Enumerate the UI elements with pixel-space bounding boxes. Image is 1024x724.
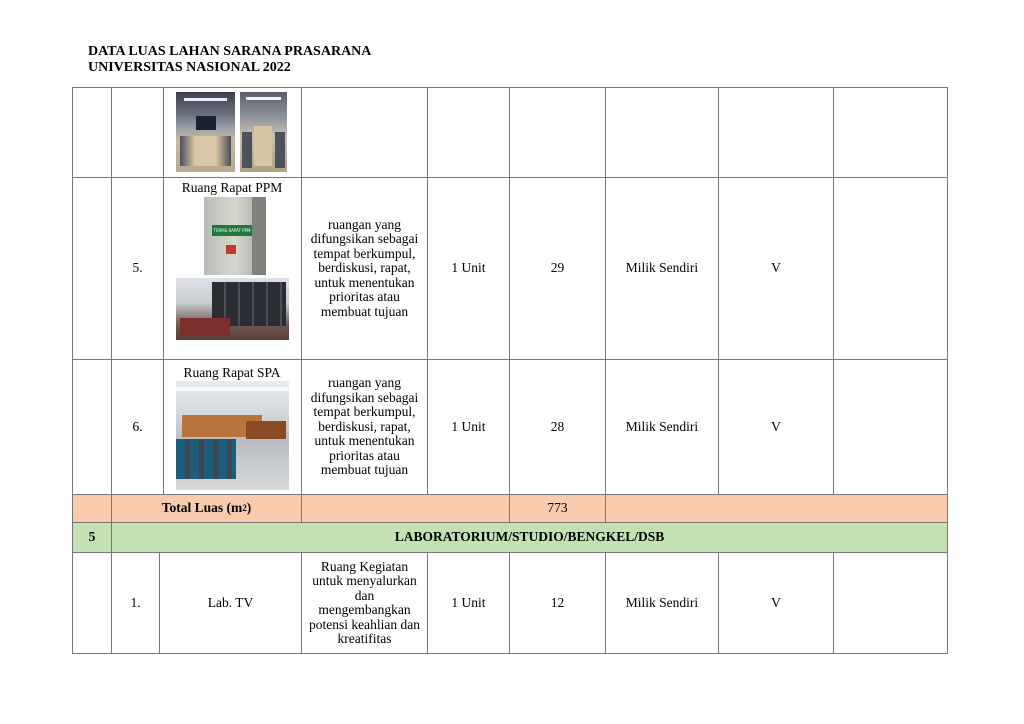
document-title	[88, 44, 371, 76]
labtv-ownership: Milik Sendiri	[605, 552, 718, 654]
meeting-room-photo-left	[176, 92, 235, 172]
spa-area: 28	[509, 359, 605, 494]
ppm-description: ruangan yang difungsikan sebagai tempat berkumpul, berdiskusi, rapat, untuk menentukan prioritas atau membuat tujuan	[301, 177, 427, 359]
row0-own-empty	[605, 87, 718, 177]
spa-condition: V	[718, 359, 833, 494]
ppm-condition: V	[718, 177, 833, 359]
row0-note-empty	[833, 87, 948, 177]
meeting-room-photo-right	[240, 92, 287, 172]
ppm-area: 29	[509, 177, 605, 359]
row0-qty-empty	[427, 87, 509, 177]
total-label-text: Total Luas (m	[161, 500, 243, 516]
row0-area-empty	[509, 87, 605, 177]
total-label-sup: 2	[242, 503, 247, 514]
labtv-area: 12	[509, 552, 605, 654]
spa-note-empty	[833, 359, 948, 494]
ppm-room-name: Ruang Rapat PPM	[181, 180, 283, 195]
spa-room-photo	[176, 381, 289, 490]
ppm-ownership: Milik Sendiri	[605, 177, 718, 359]
labtv-note-empty	[833, 552, 948, 654]
spa-number: 6.	[111, 359, 163, 494]
spa-description: ruangan yang difungsikan sebagai tempat berkumpul, berdiskusi, rapat, untuk menentukan prioritas atau membuat tujuan	[301, 359, 427, 494]
row0-no-empty	[72, 87, 111, 177]
labtv-condition: V	[718, 552, 833, 654]
section-number: 5	[72, 522, 111, 552]
ppm-quantity: 1 Unit	[427, 177, 509, 359]
ppm-note-empty	[833, 177, 948, 359]
title-line-2: UNIVERSITAS NASIONAL 2022	[88, 60, 291, 75]
spa-room-name: Ruang Rapat SPA	[183, 365, 281, 380]
total-label-end: )	[246, 500, 252, 516]
labtv-quantity: 1 Unit	[427, 552, 509, 654]
total-label	[111, 494, 301, 522]
labtv-name: Lab. TV	[159, 552, 301, 654]
ppm-door-sign: TERMS RAPAT PPM	[212, 225, 252, 236]
total-empty-mid	[301, 494, 509, 522]
ppm-door-photo	[204, 197, 266, 275]
spa-empty-first	[72, 359, 111, 494]
labtv-empty-first	[72, 552, 111, 654]
labtv-number: 1.	[111, 552, 159, 654]
row0-desc-empty	[301, 87, 427, 177]
ppm-room-photo	[176, 278, 289, 340]
row0-sub-empty	[111, 87, 163, 177]
row0-cond-empty	[718, 87, 833, 177]
spa-ownership: Milik Sendiri	[605, 359, 718, 494]
ppm-number: 5.	[111, 177, 163, 359]
total-empty-first	[72, 494, 111, 522]
labtv-description: Ruang Kegiatan untuk menyalurkan dan mengembangkan potensi keahlian dan kreatifitas	[301, 552, 427, 654]
title-line-1: DATA LUAS LAHAN SARANA PRASARANA	[88, 44, 372, 59]
section-title: LABORATORIUM/STUDIO/BENGKEL/DSB	[111, 522, 948, 552]
total-empty-end	[605, 494, 948, 522]
spa-quantity: 1 Unit	[427, 359, 509, 494]
ppm-empty-first	[72, 177, 111, 359]
total-value: 773	[509, 494, 605, 522]
